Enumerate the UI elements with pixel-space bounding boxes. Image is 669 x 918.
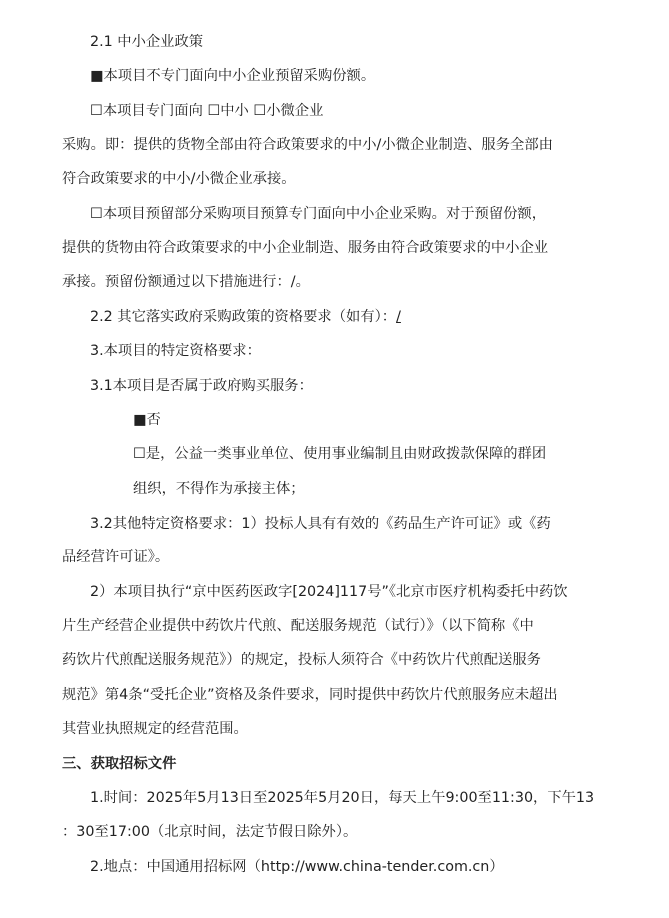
section-3-2-item2-line-1: 2）本项目执行“京中医药医政字[2024]117号”《北京市医疗机构委托中药饮 [90, 584, 568, 600]
section-2-2-label: 2.2 其它落实政府采购政策的资格要求（如有）： [90, 309, 397, 325]
section-3-2-line-2: 品经营许可证》。 [62, 549, 170, 565]
section-3-2-item2-line-4: 规范》第4条“受托企业”资格及条件要求，同时提供中药饮片代煎服务应未超出 [62, 687, 558, 703]
sme-option-dedicated-cont-1: 采购。即：提供的货物全部由符合政策要求的中小/小微企业制造、服务全部由 [62, 137, 553, 153]
section-3-2-item2-line-5: 其营业执照规定的经营范围。 [62, 721, 248, 737]
sme-option-partial-reserve-1: ☐本项目预留部分采购项目预算专门面向中小企业采购。对于预留份额， [90, 206, 547, 222]
acquisition-time-line-1: 1.时间：2025年5月13日至2025年5月20日，每天上午9:00至11:30，下午13 [90, 790, 595, 806]
sme-option-not-reserved: ■本项目不专门面向中小企业预留采购份额。 [90, 68, 376, 84]
sme-option-dedicated: ☐本项目专门面向 ☐中小 ☐小微企业 [90, 103, 324, 119]
acquisition-time-line-2: ：30至17:00（北京时间，法定节假日除外）。 [62, 824, 358, 840]
section-three-title: 三、获取招标文件 [62, 756, 177, 772]
purchase-service-yes-1: ☐是，公益一类事业单位、使用事业编制且由财政拨款保障的群团 [133, 446, 547, 462]
sme-option-partial-reserve-3: 承接。预留份额通过以下措施进行：/。 [62, 274, 310, 290]
section-3-2-line-1: 3.2其他特定资格要求：1）投标人具有有效的《药品生产许可证》或《药 [90, 516, 551, 532]
section-3-2-item2-line-2: 片生产经营企业提供中药饮片代煎、配送服务规范（试行）》（以下简称《中 [62, 618, 534, 634]
sme-option-dedicated-cont-2: 符合政策要求的中小/小微企业承接。 [62, 171, 296, 187]
purchase-service-no: ■否 [133, 412, 161, 428]
section-2-1-title: 2.1 中小企业政策 [90, 34, 204, 50]
section-3-2-item2-line-3: 药饮片代煎配送服务规范》）的规定，投标人须符合《中药饮片代煎配送服务 [62, 652, 541, 668]
acquisition-place: 2.地点：中国通用招标网（http://www.china-tender.com.cn） [90, 859, 504, 875]
purchase-service-yes-2: 组织，不得作为承接主体； [133, 481, 305, 497]
section-3-title: 3.本项目的特定资格要求： [90, 343, 261, 359]
section-2-2-line [90, 307, 401, 327]
section-3-1-title: 3.1本项目是否属于政府购买服务： [90, 378, 313, 394]
section-2-2-value: / [396, 309, 401, 325]
sme-option-partial-reserve-2: 提供的货物由符合政策要求的中小企业制造、服务由符合政策要求的中小企业 [62, 240, 549, 256]
